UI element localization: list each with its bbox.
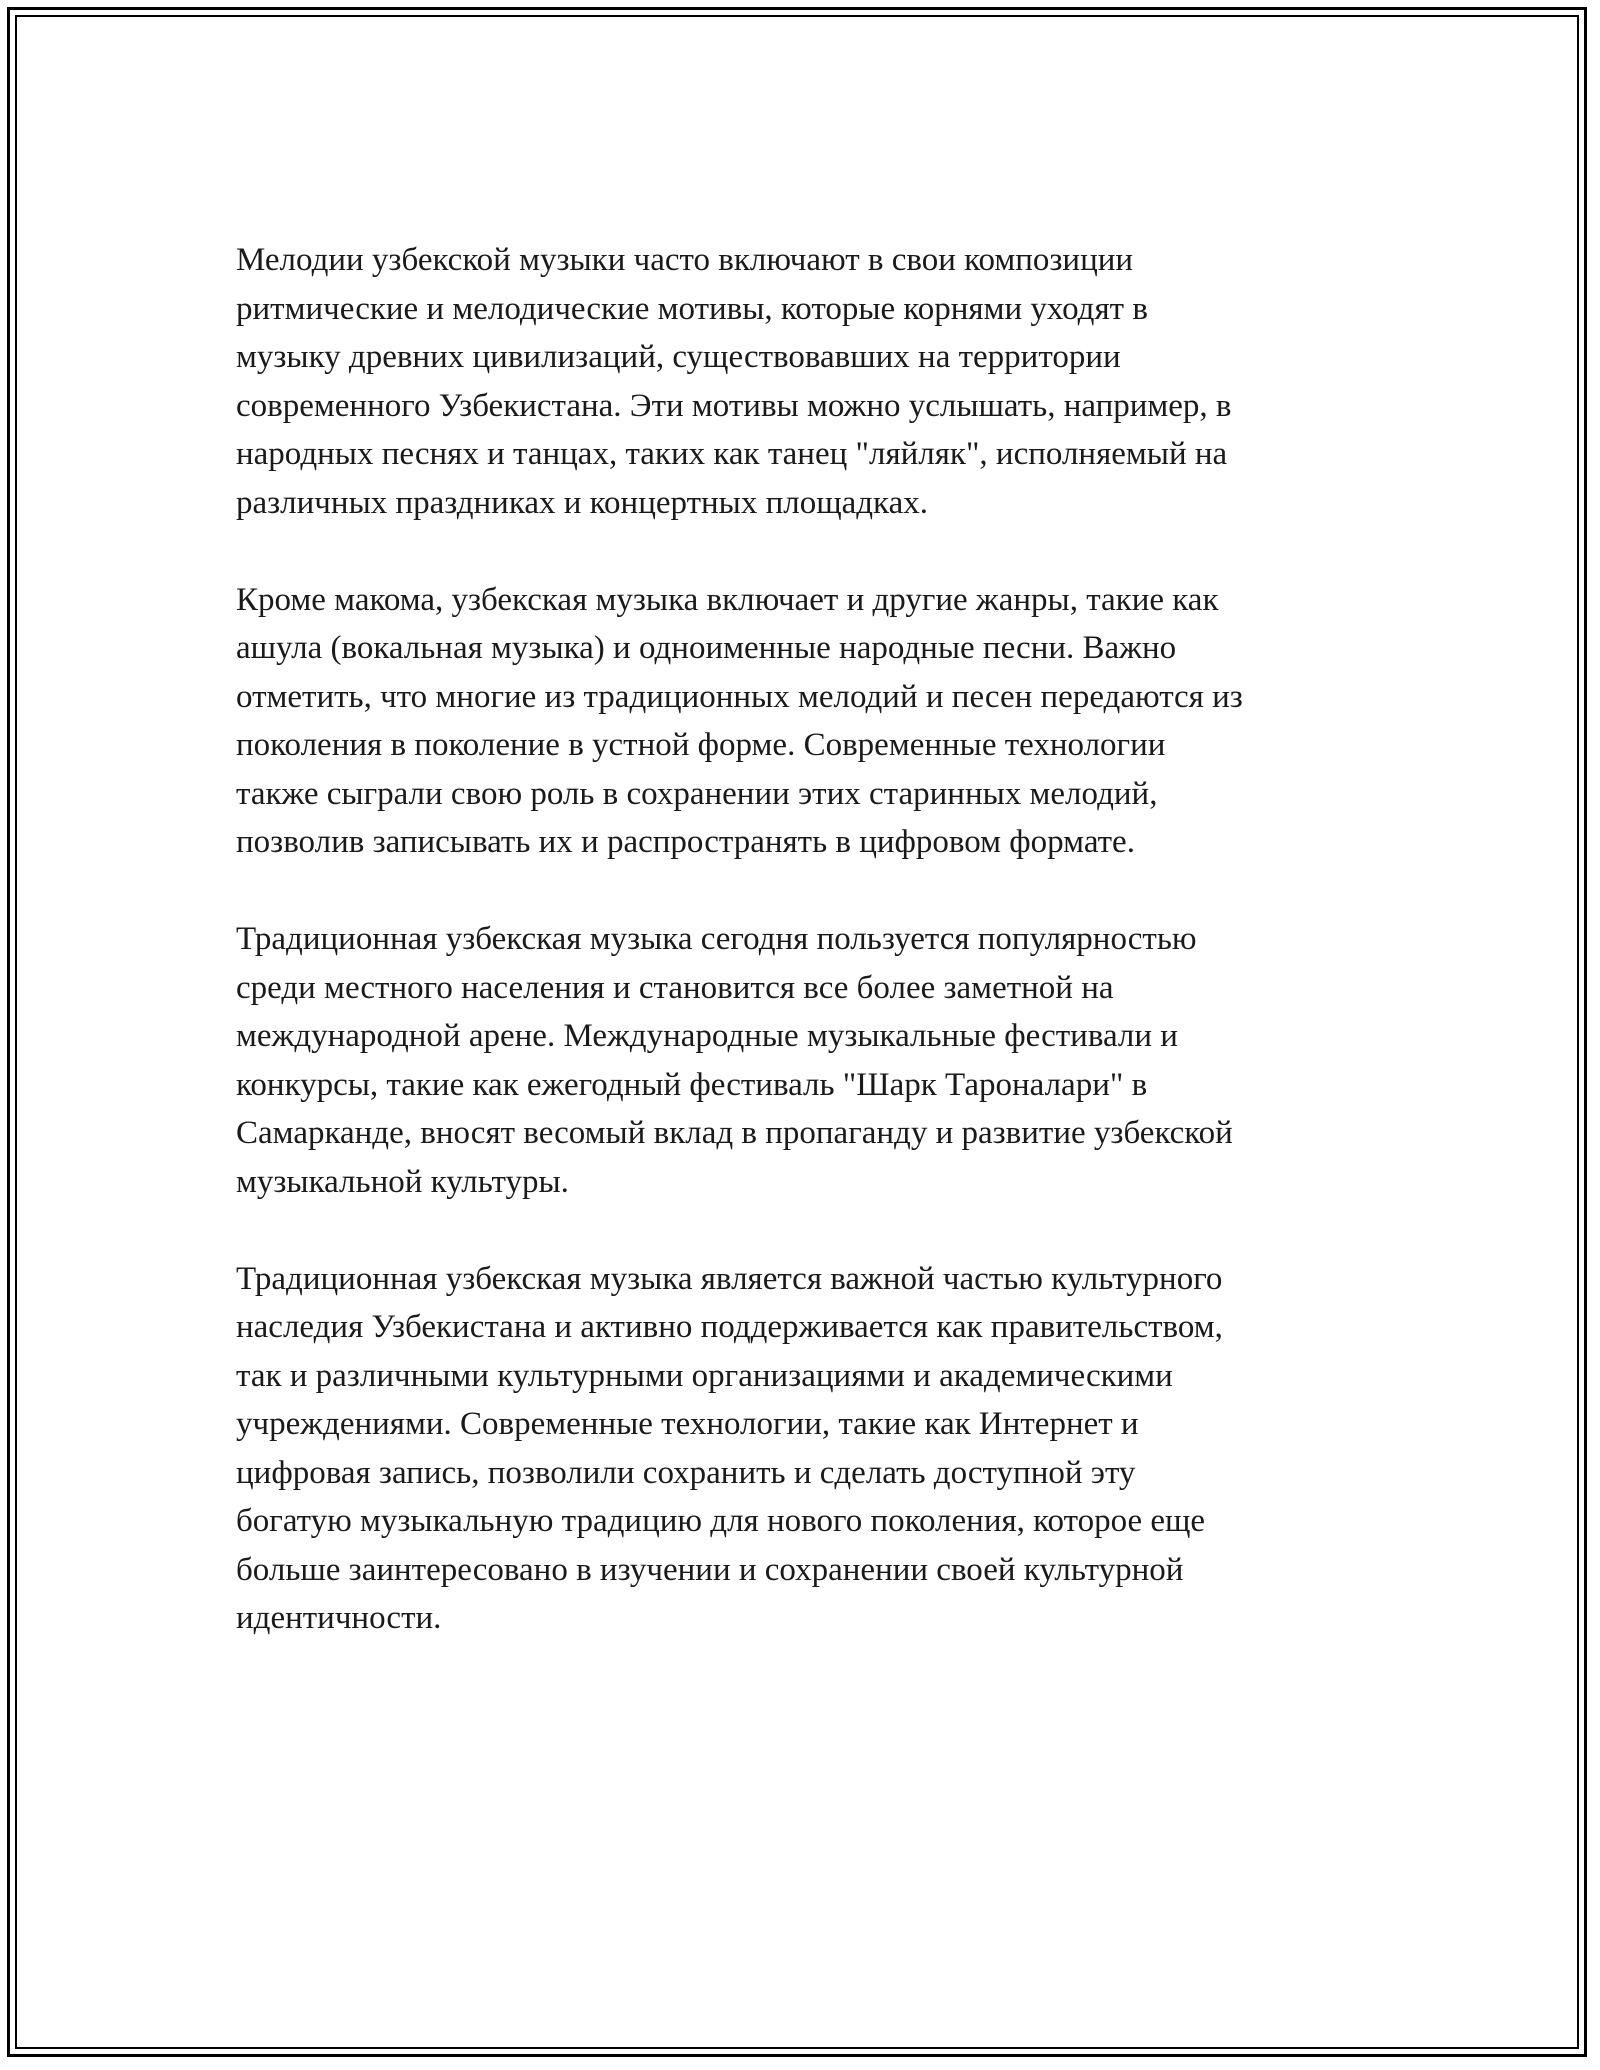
text-line: идентичности. bbox=[236, 1600, 442, 1636]
paragraph-4 bbox=[236, 1255, 1366, 1643]
text-line: ритмические и мелодические мотивы, которые корнями уходят в bbox=[236, 290, 1148, 327]
text-line: музыкальной культуры. bbox=[236, 1163, 569, 1200]
text-line: ашула (вокальная музыка) и одноименные народные песни. Важно bbox=[236, 630, 1177, 666]
text-line: Традиционная узбекская музыка сегодня пользуется популярностью bbox=[236, 921, 1197, 957]
text-line: так и различными культурными организациями и академическими bbox=[236, 1357, 1173, 1394]
text-line: современного Узбекистана. Эти мотивы можно услышать, например, в bbox=[236, 387, 1232, 424]
paragraph-3 bbox=[236, 915, 1366, 1206]
text-line: поколения в поколение в устной форме. Современные технологии bbox=[236, 727, 1166, 763]
text-line: больше заинтересовано в изучении и сохранении своей культурной bbox=[236, 1551, 1184, 1588]
text-line: конкурсы, такие как ежегодный фестиваль "Шарк Тароналари" в bbox=[236, 1066, 1148, 1103]
text-line: среди местного населения и становится все более заметной на bbox=[236, 969, 1114, 1006]
text-line: Самарканде, вносят весомый вклад в пропаганду и развитие узбекской bbox=[236, 1115, 1233, 1151]
text-line: отметить, что многие из традиционных мелодий и песен передаются из bbox=[236, 678, 1243, 715]
document-body bbox=[236, 236, 1366, 1691]
text-line: также сыграли свою роль в сохранении этих старинных мелодий, bbox=[236, 775, 1158, 812]
text-line: различных праздниках и концертных площадках. bbox=[236, 484, 928, 521]
text-line: цифровая запись, позволили сохранить и сделать доступной эту bbox=[236, 1454, 1136, 1491]
paragraph-1 bbox=[236, 236, 1366, 527]
paragraph-2 bbox=[236, 576, 1366, 867]
text-line: Мелодии узбекской музыки часто включают в свои композиции bbox=[236, 242, 1134, 278]
text-line: богатую музыкальную традицию для нового поколения, которое еще bbox=[236, 1503, 1206, 1539]
text-line: позволив записывать их и распространять в цифровом формате. bbox=[236, 824, 1135, 860]
text-line: музыку древних цивилизаций, существовавших на территории bbox=[236, 339, 1121, 375]
text-line: учреждениями. Современные технологии, такие как Интернет и bbox=[236, 1406, 1139, 1442]
text-line: народных песнях и танцах, таких как танец "ляйляк", исполняемый на bbox=[236, 436, 1228, 472]
text-line: Традиционная узбекская музыка является важной частью культурного bbox=[236, 1260, 1223, 1297]
text-line: наследия Узбекистана и активно поддерживается как правительством, bbox=[236, 1309, 1223, 1345]
text-line: международной арене. Международные музыкальные фестивали и bbox=[236, 1018, 1178, 1054]
text-line: Кроме макома, узбекская музыка включает и другие жанры, такие как bbox=[236, 581, 1219, 618]
